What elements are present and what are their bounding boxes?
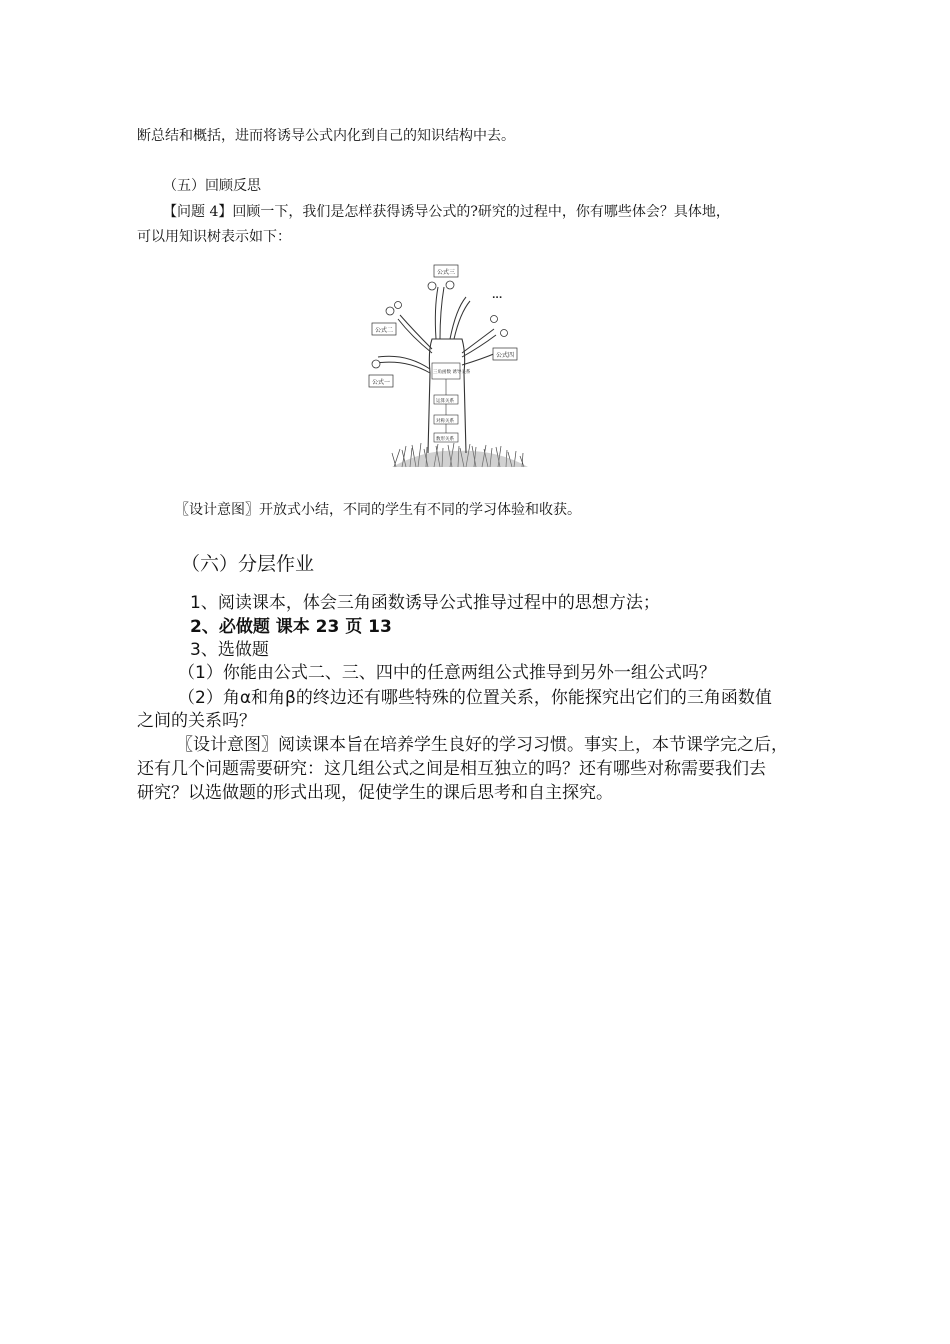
tree-trunk-label-4: 数形关系: [436, 437, 454, 442]
text-line-1: 断总结和概括，进而将诱导公式内化到自己的知识结构中去。: [137, 128, 515, 144]
homework-item-3-1: （1）你能由公式二、三、四中的任意两组公式推导到另外一组公式吗？: [178, 663, 716, 683]
tree-trunk-label-2: 运算关系: [436, 399, 454, 404]
homework-item-2: 2、必做题 课本 23 页 13: [190, 617, 392, 637]
homework-item-3-2-line-1: （2）角α和角β的终边还有哪些特殊的位置关系，你能探究出它们的三角函数值: [178, 688, 772, 708]
tree-trunk-label-3: 对称关系: [436, 419, 454, 424]
tree-label-formula-4: 公式四: [496, 352, 515, 359]
design-intent-2-line-3: 研究？以选做题的形式出现，促使学生的课后思考和自主探究。: [137, 783, 613, 803]
knowledge-tree-figure: [366, 253, 536, 471]
homework-item-1: 1、阅读课本，体会三角函数诱导公式推导过程中的思想方法；: [190, 593, 660, 613]
tree-label-formula-2: 公式二: [375, 327, 394, 334]
design-intent-2-line-1: 〖设计意图〗阅读课本旨在培养学生良好的学习习惯。事实上，本节课学完之后，: [176, 735, 788, 755]
tree-label-formula-1: 公式一: [372, 379, 391, 386]
design-intent-2-line-2: 还有几个问题需要研究：这几组公式之间是相互独立的吗？还有哪些对称需要我们去: [137, 759, 766, 779]
question-4-line-2: 可以用知识树表示如下：: [137, 229, 291, 245]
design-intent-1: 〖设计意图〗开放式小结，不同的学生有不同的学习体验和收获。: [175, 502, 581, 518]
tree-dots: ...: [492, 291, 503, 301]
question-4-line-1: 【问题 4】回顾一下，我们是怎样获得诱导公式的?研究的过程中，你有哪些体会？具体地，: [163, 204, 730, 220]
homework-item-3-2-line-2: 之间的关系吗？: [137, 711, 256, 731]
tree-label-formula-3: 公式三: [437, 269, 456, 276]
tree-trunk-label-top: 三角函数 诱导关系: [433, 370, 471, 375]
section-heading-6: （六）分层作业: [181, 553, 315, 575]
homework-item-3: 3、选做题: [190, 640, 269, 660]
section-heading-5: （五）回顾反思: [163, 178, 261, 194]
